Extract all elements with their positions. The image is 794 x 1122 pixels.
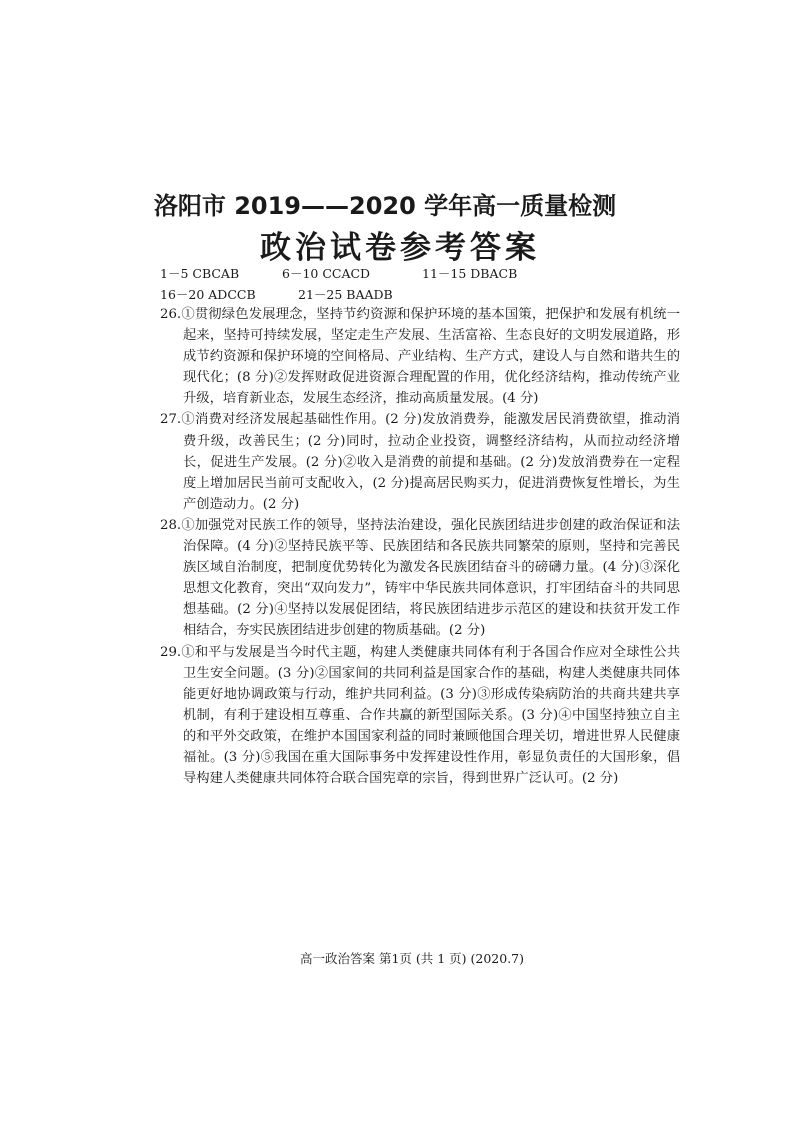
answer-item-29: 29.①和平与发展是当今时代主题，构建人类健康共同体有利于各国合作应对全球性公共卫生安全问题。(3 分)②国家间的共同利益是国家合作的基础，构建人类健康共同体能更好地协调政策与行动，维护共同利益。(3 分)③形成传染病防治的共商共建共享机制，有利于建设相互尊重、合作共赢的新型国际关系。(3 分)④中国坚持独立自主的和平外交政策，在维护本国国家利益的同时兼顾他国合理关切，增进世界人民健康福祉。(3 分)⑤我国在重大国际事务中发挥建设性作用，彰显负责任的大国形象，倡导构建人类健康共同体符合联合国宪章的宗旨，得到世界广泛认可。(2 分) xyxy=(160,644,680,787)
answer-item-27: 27.①消费对经济发展起基础性作用。(2 分)发放消费券，能激发居民消费欲望，推动消费升级，改善民生；(2 分)同时，拉动企业投资，调整经济结构，从而拉动经济增长，促进生产发展。(2 分)②收入是消费的前提和基础。(2 分)发放消费券在一定程度上增加居民当前可支配收入，(2 分)提高居民购买力，促进消费恢复性增长，为生产创造动力。(2 分) xyxy=(160,412,680,512)
document-title: 政治试卷参考答案 xyxy=(260,230,540,266)
mc-answer-group: 11－15 DBACB xyxy=(422,266,518,281)
mc-answer-group: 16－20 ADCCB xyxy=(160,287,256,302)
page-footer: 高一政治答案 第1页 (共 1 页) (2020.7) xyxy=(299,951,525,966)
answer-list xyxy=(160,304,680,789)
exam-title: 洛阳市 2019——2020 学年高一质量检测 xyxy=(153,192,617,220)
answer-item-28: 28.①加强党对民族工作的领导，坚持法治建设，强化民族团结进步创建的政治保证和法治保障。(4 分)②坚持民族平等、民族团结和各民族共同繁荣的原则，坚持和完善民族区域自治制度，把制度优势转化为激发各民族团结奋斗的磅礴力量。(4 分)③深化思想文化教育，突出“双向发力”，铸牢中华民族共同体意识，打牢团结奋斗的共同思想基础。(2 分)④坚持以发展促团结，将民族团结进步示范区的建设和扶贫开发工作相结合，夯实民族团结进步创建的物质基础。(2 分) xyxy=(160,517,680,639)
mc-answer-group: 1－5 CBCAB xyxy=(160,266,240,281)
mc-answer-group: 21－25 BAADB xyxy=(298,287,393,302)
answer-item-26: 26.①贯彻绿色发展理念，坚持节约资源和保护环境的基本国策，把保护和发展有机统一起来，坚持可持续发展，坚定走生产发展、生活富裕、生态良好的文明发展道路，形成节约资源和保护环境的空间格局、产业结构、生产方式，建设人与自然和谐共生的现代化；(8 分)②发挥财政促进资源合理配置的作用，优化经济结构，推动传统产业升级，培育新业态，发展生态经济，推动高质量发展。(4 分) xyxy=(160,307,680,407)
mc-answer-group: 6－10 CCACD xyxy=(282,266,371,281)
